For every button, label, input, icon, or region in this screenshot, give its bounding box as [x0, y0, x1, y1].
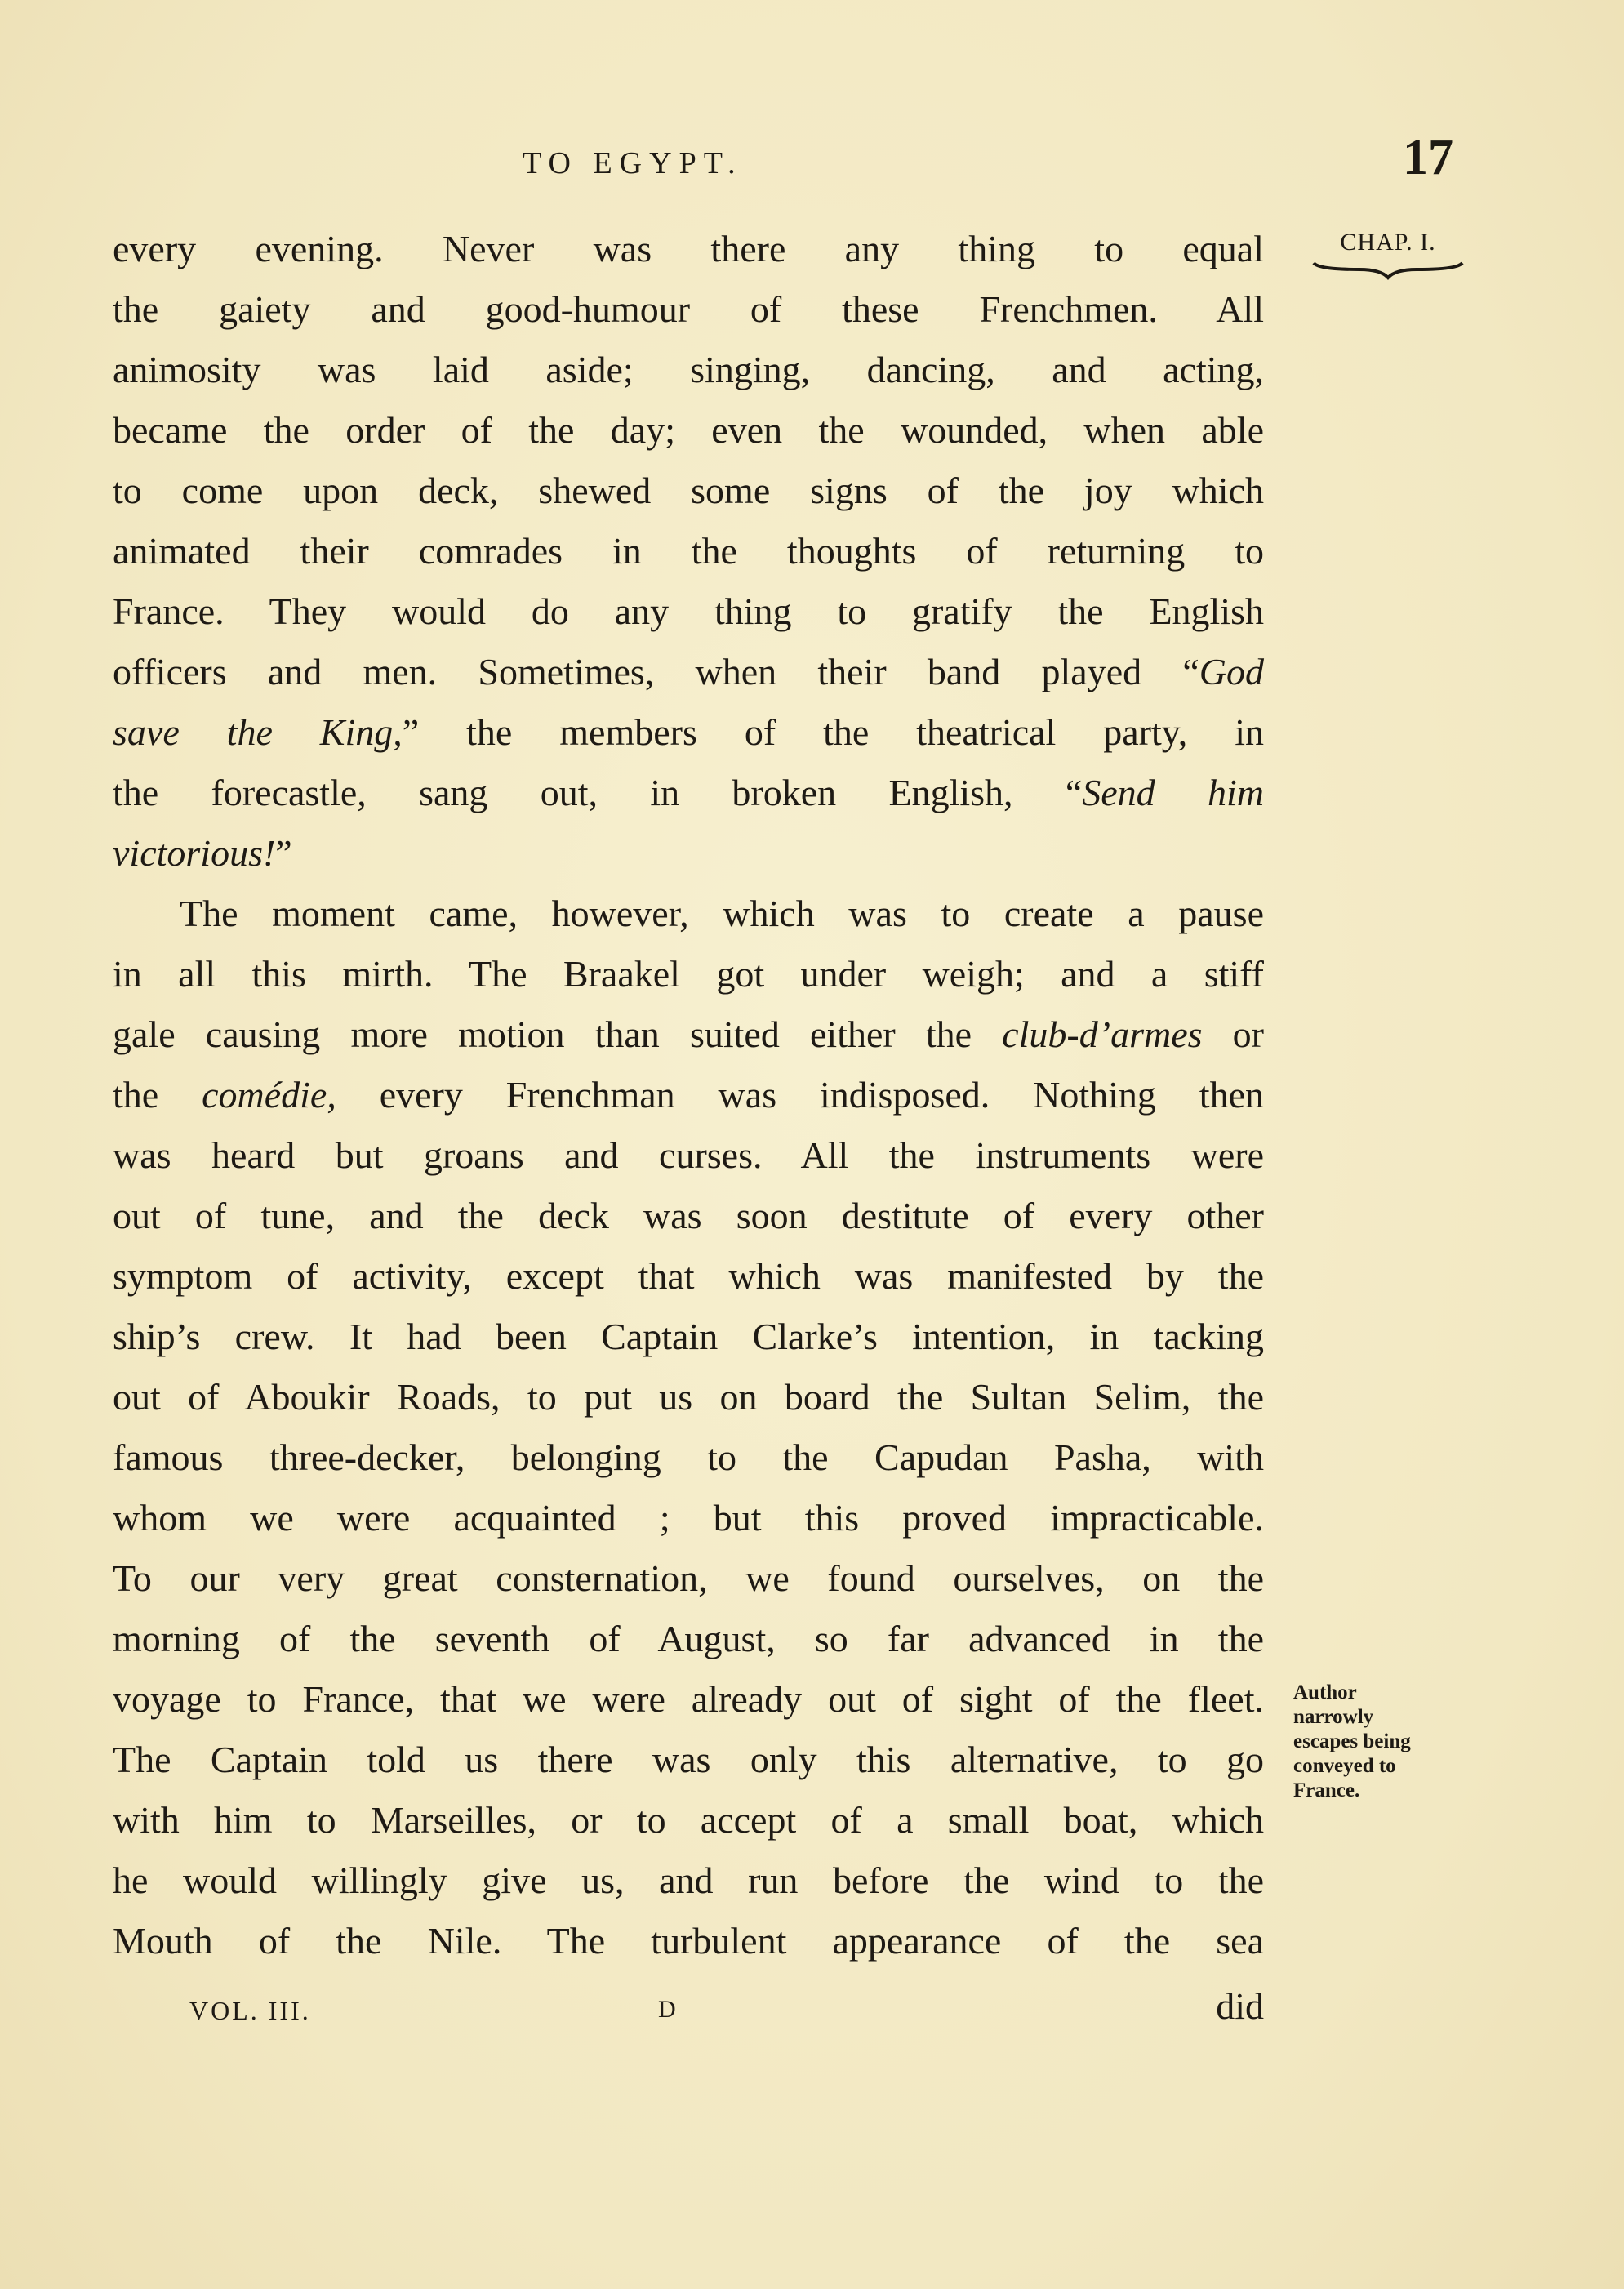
text-line: famous three-decker, belonging to the Capudan Pasha, with: [113, 1436, 1264, 1478]
margin-note-line: narrowly: [1293, 1706, 1374, 1728]
text-line: was heard but groans and curses. All the instruments were: [113, 1134, 1264, 1176]
italic-text: victorious!: [113, 832, 276, 874]
text-segment: the: [113, 1074, 202, 1116]
text-line: animosity was laid aside; singing, dancing, and acting,: [113, 349, 1264, 390]
text-line: every evening. Never was there any thing to equal: [113, 228, 1264, 269]
page-number: 17: [1403, 130, 1453, 185]
chapter-mark: [1306, 229, 1470, 281]
text-segment: officers and men. Sometimes, when their band played “: [113, 651, 1199, 692]
text-line: [113, 763, 1264, 823]
italic-text: comédie,: [202, 1074, 336, 1116]
text-line: [113, 1004, 1264, 1065]
brace-ornament-icon: [1310, 260, 1466, 281]
text-line: animated their comrades in the thoughts of returning to: [113, 530, 1264, 572]
text-segment: every Frenchman was indisposed. Nothing then: [336, 1074, 1264, 1116]
italic-text: God: [1199, 651, 1264, 692]
volume-label: VOL. III.: [189, 1996, 311, 2025]
text-line: became the order of the day; even the wounded, when able: [113, 409, 1264, 451]
chapter-label: CHAP. I.: [1340, 229, 1436, 256]
text-line: voyage to France, that we were already out of sight of the fleet.: [113, 1678, 1264, 1720]
text-line: morning of the seventh of August, so far advanced in the: [113, 1618, 1264, 1659]
text-line: the gaiety and good-humour of these Frenchmen. All: [113, 288, 1264, 330]
text-line: he would willingly give us, and run before the wind to the: [113, 1859, 1264, 1901]
text-line: France. They would do any thing to gratify the English: [113, 590, 1264, 632]
catchword: did: [1216, 1985, 1264, 2027]
text-line: in all this mirth. The Braakel got under weigh; and a stiff: [113, 953, 1264, 995]
body-text: [113, 219, 1264, 1971]
text-line: to come upon deck, shewed some signs of the joy which: [113, 470, 1264, 511]
text-segment: gale causing more motion than suited either the: [113, 1013, 1003, 1055]
text-line: The moment came, however, which was to create a pause: [180, 893, 1264, 934]
text-line: The Captain told us there was only this alternative, to go: [113, 1739, 1264, 1780]
text-segment: or: [1202, 1013, 1264, 1055]
page-footer: [113, 1984, 1264, 2033]
margin-note-line: escapes being: [1293, 1730, 1411, 1752]
text-line: with him to Marseilles, or to accept of a small boat, which: [113, 1799, 1264, 1841]
margin-note-line: France.: [1293, 1779, 1360, 1801]
margin-note-line: Author: [1293, 1681, 1357, 1703]
text-line: Mouth of the Nile. The turbulent appearance of the sea: [113, 1920, 1264, 1962]
signature-mark: D: [658, 1996, 676, 2023]
text-line: [113, 823, 1264, 884]
italic-text: save the King,: [113, 711, 403, 753]
text-line: [113, 642, 1264, 702]
italic-text: Send him: [1082, 772, 1264, 813]
text-line: out of tune, and the deck was soon destitute of every other: [113, 1195, 1264, 1236]
text-line: [113, 1065, 1264, 1125]
text-segment: ” the members of the theatrical party, in: [402, 711, 1264, 753]
italic-text: club-d’armes: [1002, 1013, 1203, 1055]
text-line: ship’s crew. It had been Captain Clarke’s intention, in tacking: [113, 1316, 1264, 1357]
text-segment: ”: [275, 832, 292, 874]
margin-note: [1293, 1681, 1457, 1803]
running-title: TO EGYPT.: [523, 146, 743, 180]
margin-note-line: conveyed to: [1293, 1755, 1396, 1777]
text-line: To our very great consternation, we found ourselves, on the: [113, 1557, 1264, 1599]
text-line: [113, 702, 1264, 763]
text-line: whom we were acquainted ; but this proved impracticable.: [113, 1497, 1264, 1539]
text-segment: the forecastle, sang out, in broken English, “: [113, 772, 1083, 813]
text-line: symptom of activity, except that which was manifested by the: [113, 1255, 1264, 1297]
text-line: out of Aboukir Roads, to put us on board the Sultan Selim, the: [113, 1376, 1264, 1418]
